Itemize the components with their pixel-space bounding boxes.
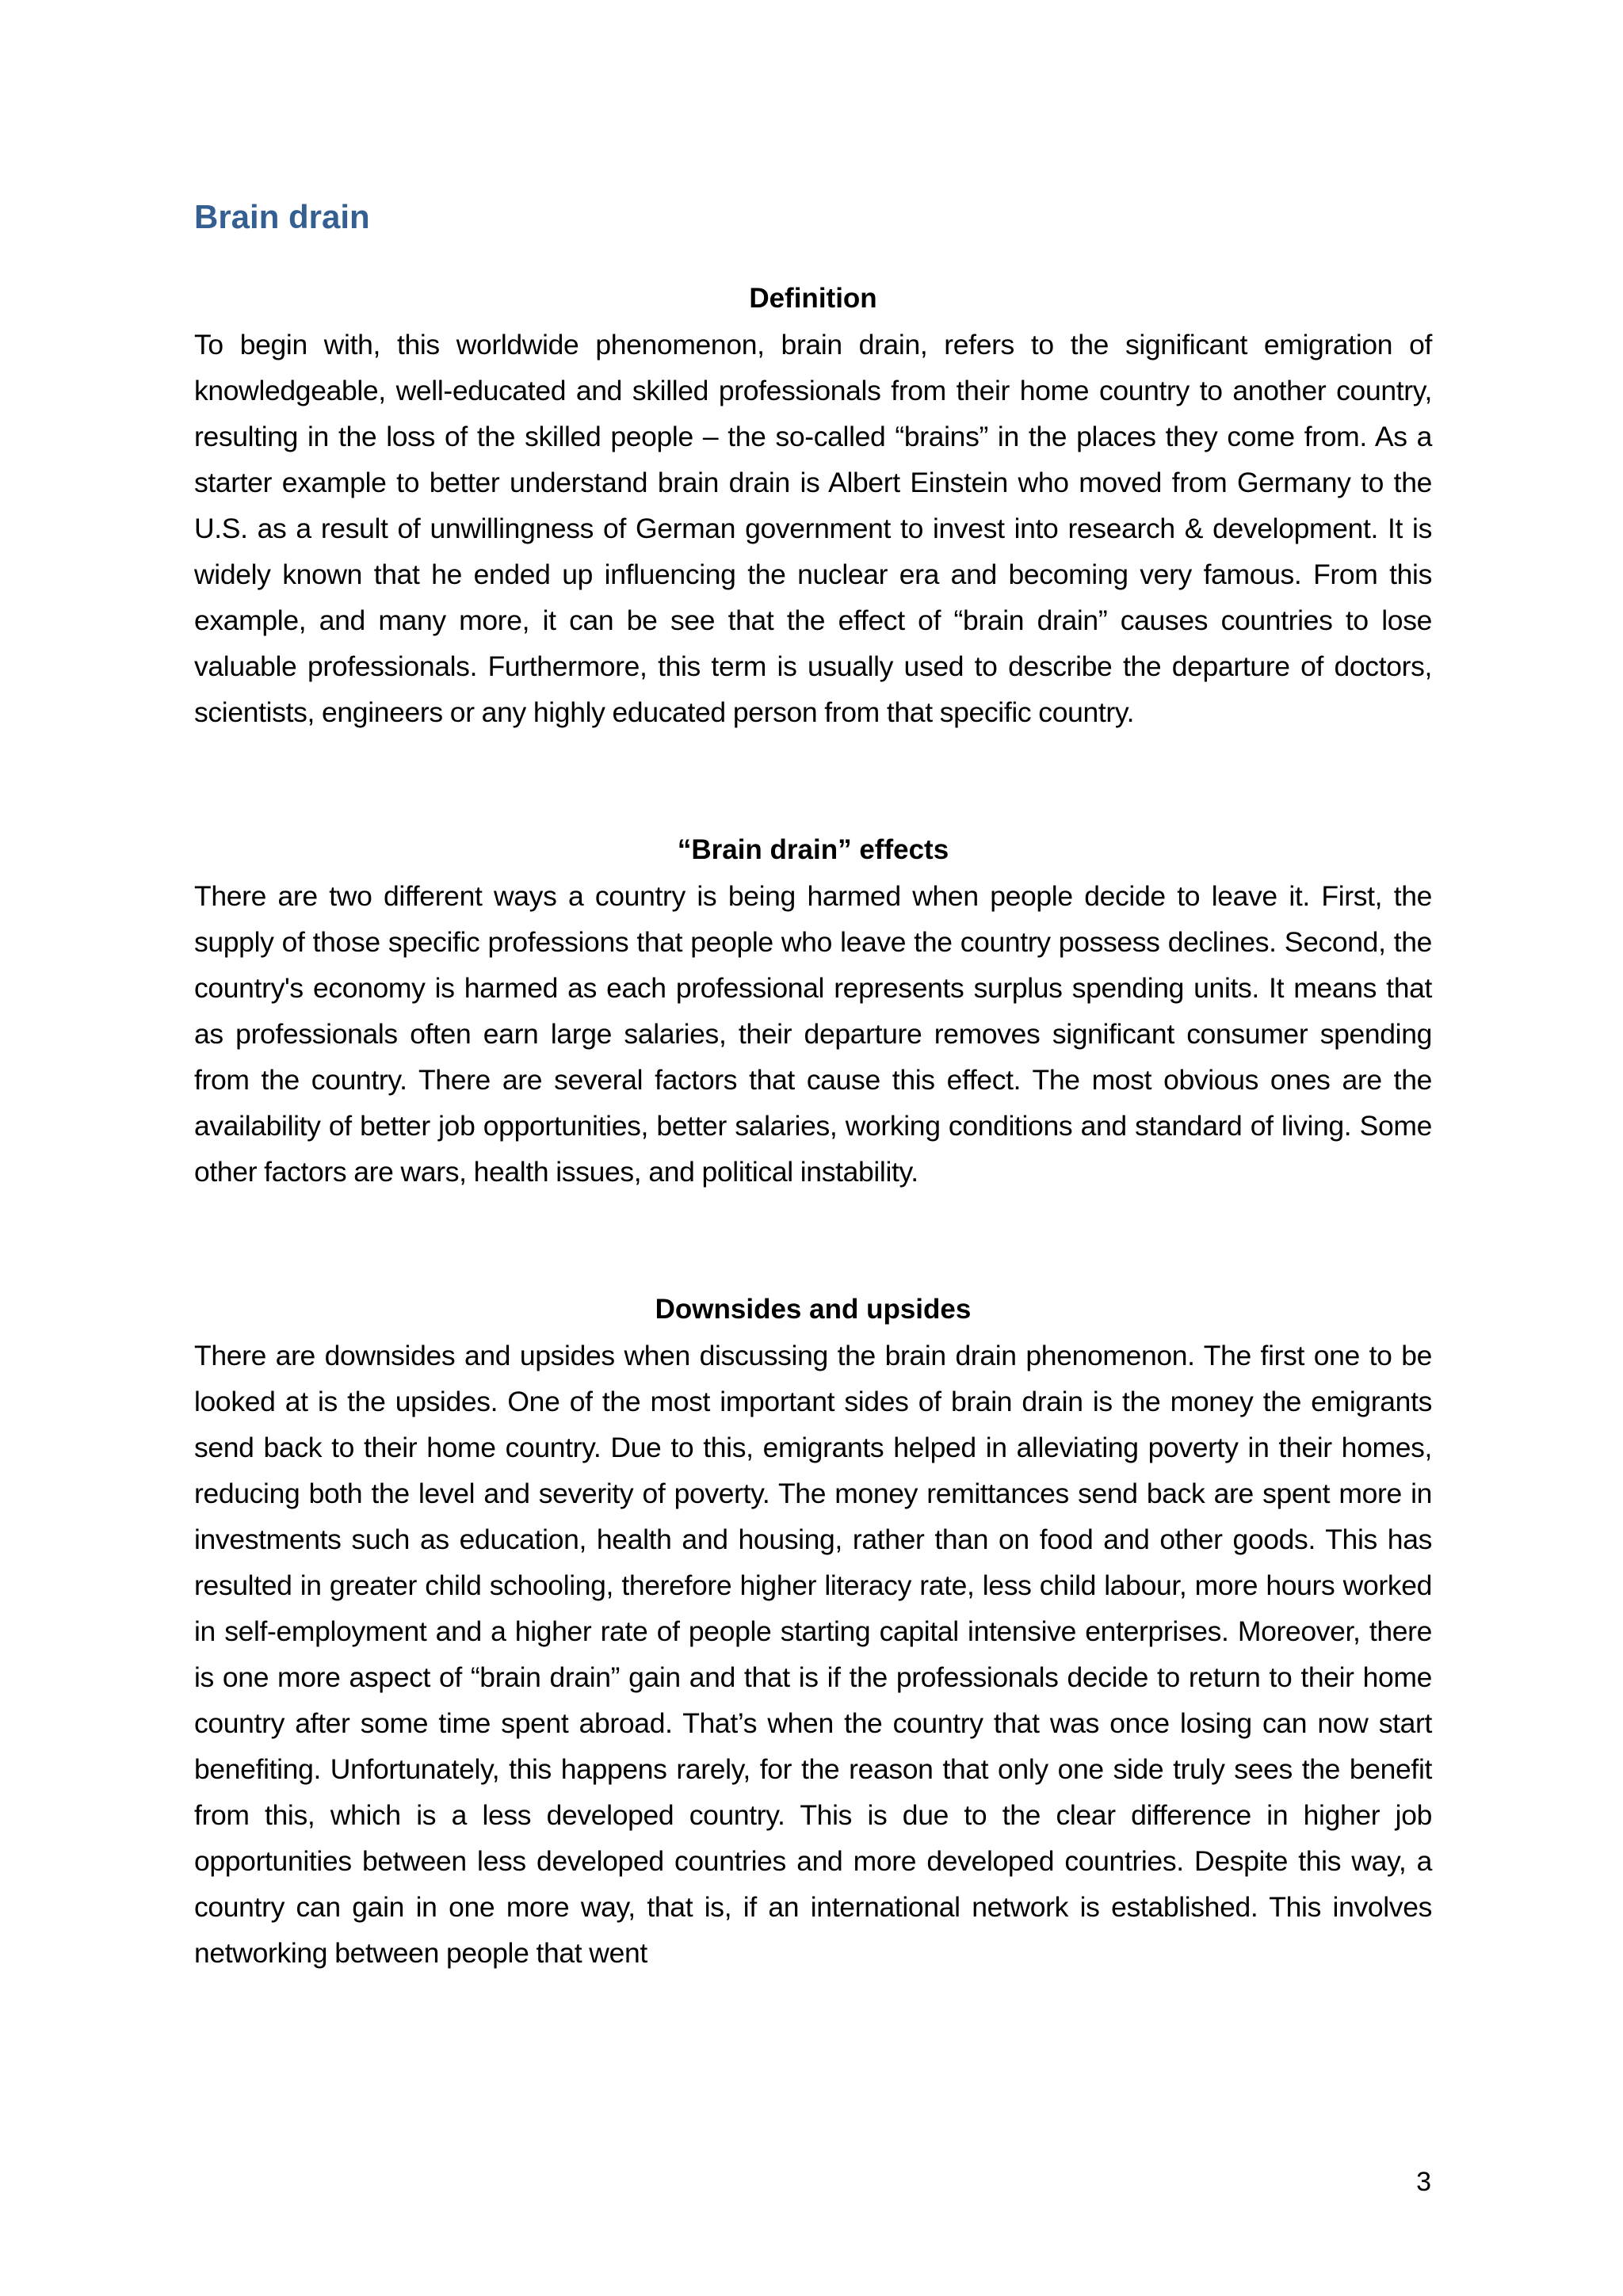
page-number: 3 <box>1416 2167 1431 2197</box>
section-heading: “Brain drain” effects <box>677 834 949 865</box>
page-content <box>194 190 1432 1976</box>
section-downsides-and-upsides <box>194 1287 1432 1976</box>
section-paragraph: There are two different ways a country is being harmed when people decide to leave it. First, the supply of those specific professions that people who leave the country possess declines. Second, the country's economy is harmed as each professional represents surplus spending units. It means that as professionals often earn large salaries, their departure removes significant consumer spending from the country. There are several factors that cause this effect. The most obvious ones are the availability of better job opportunities, better salaries, working conditions and standard of living. Some other factors are wars, health issues, and political instability. <box>194 880 1432 1188</box>
section-heading: Definition <box>749 283 877 314</box>
section-paragraph: To begin with, this worldwide phenomenon, brain drain, refers to the significant emigration of knowledgeable, well-educated and skilled professionals from their home country to another country, resulting in the loss of the skilled people – the so-called “brains” in the places they come from. As a starter example to better understand brain drain is Albert Einstein who moved from Germany to the U.S. as a result of unwillingness of German government to invest into research & development. It is widely known that he ended up influencing the nuclear era and becoming very famous. From this example, and many more, it can be see that the effect of “brain drain” causes countries to lose valuable professionals. Furthermore, this term is usually used to describe the departure of doctors, scientists, engineers or any highly educated person from that specific country. <box>194 329 1432 728</box>
section-heading: Downsides and upsides <box>655 1294 972 1325</box>
section-definition <box>194 276 1432 735</box>
section-paragraph: There are downsides and upsides when discussing the brain drain phenomenon. The first one to be looked at is the upsides. One of the most important sides of brain drain is the money the emigrants send back to their home country. Due to this, emigrants helped in alleviating poverty in their homes, reducing both the level and severity of poverty. The money remittances send back are spent more in investments such as education, health and housing, rather than on food and other goods. This has resulted in greater child schooling, therefore higher literacy rate, less child labour, more hours worked in self-employment and a higher rate of people starting capital intensive enterprises. Moreover, there is one more aspect of “brain drain” gain and that is if the professionals decide to return to their home country after some time spent abroad. That’s when the country that was once losing can now start benefiting. Unfortunately, this happens rarely, for the reason that only one side truly sees the benefit from this, which is a less developed country. This is due to the clear difference in higher job opportunities between less developed countries and more developed countries. Despite this way, a country can gain in one more way, that is, if an international network is established. This involves networking between people that went <box>194 1340 1432 1969</box>
section-brain-drain-effects <box>194 827 1432 1195</box>
document-title: Brain drain <box>194 198 370 235</box>
